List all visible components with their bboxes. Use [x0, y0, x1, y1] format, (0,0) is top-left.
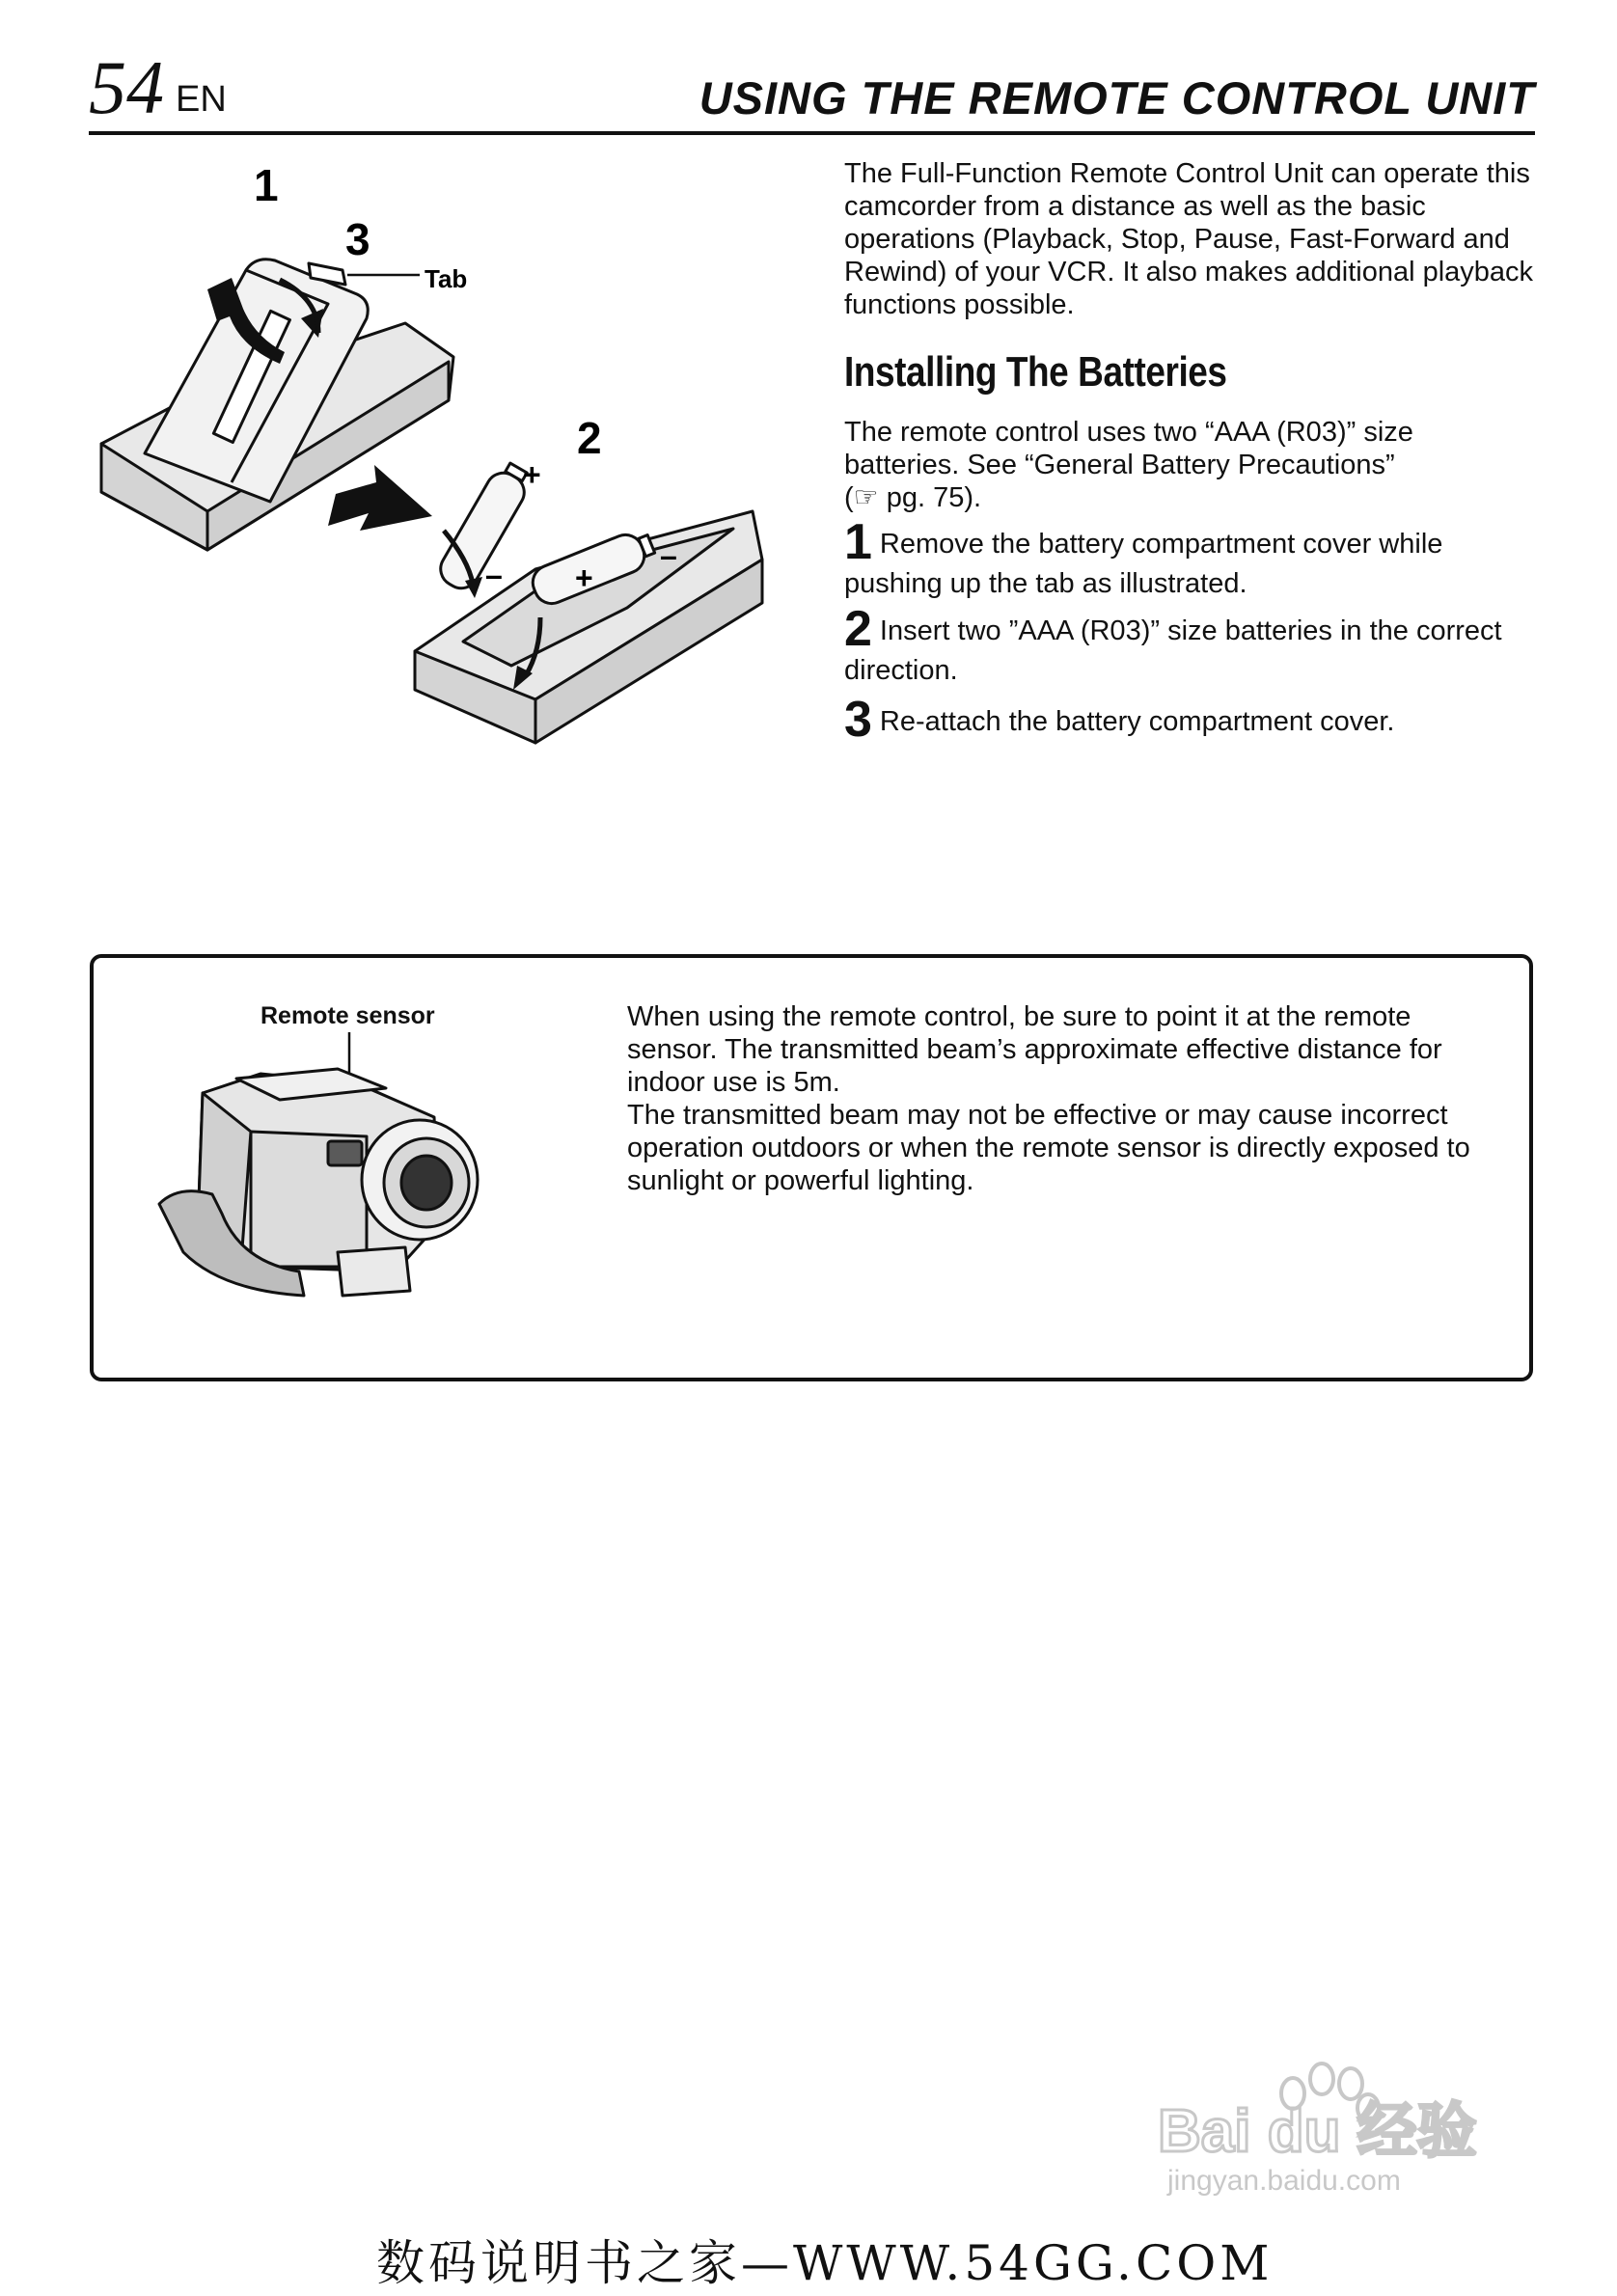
tab-label: Tab	[425, 264, 468, 293]
header-rule	[89, 131, 1535, 135]
batteries-intro-text: The remote control uses two “AAA (R03)” size batteries. See “General Battery Precautions”	[844, 417, 1413, 480]
baidu-jingyan-watermark	[1148, 2055, 1534, 2200]
step-number: 3	[844, 692, 872, 748]
step-number: 2	[844, 601, 872, 657]
page-reference: pg. 75).	[886, 482, 982, 513]
remote-sensor-label: Remote sensor	[260, 1002, 435, 1029]
battery-minus-2: –	[660, 538, 677, 573]
remote-sensor-text	[627, 1000, 1495, 1197]
callout-1: 1	[254, 164, 279, 210]
step-1	[844, 514, 1520, 600]
step-text: Remove the battery compartment cover while pushing up the tab as illustrated.	[844, 529, 1443, 599]
sensor-paragraph-2: The transmitted beam may not be effective or may cause incorrect operation outdoors or when the remote sensor is directly exposed to sunlight or powerful lighting.	[627, 1100, 1470, 1196]
step-text: Insert two ”AAA (R03)” size batteries in the correct direction.	[844, 615, 1502, 686]
callout-3: 3	[345, 214, 370, 264]
battery-minus-1: –	[485, 558, 503, 592]
step-3	[844, 692, 1520, 748]
battery-plus-2: +	[575, 560, 593, 595]
page-language: EN	[176, 79, 227, 120]
sensor-paragraph-1: When using the remote control, be sure to point it at the remote sensor. The transmitted beam’s approximate effective distance for indoor use is 5m.	[627, 1001, 1442, 1098]
step-2	[844, 601, 1520, 687]
battery-installation-illustration	[87, 164, 791, 781]
baidu-logo-url: jingyan.baidu.com	[1167, 2165, 1401, 2197]
section-heading: Installing The Batteries	[844, 348, 1227, 396]
intro-paragraph: The Full-Function Remote Control Unit can operate this camcorder from a distance as well as the basic operations (Playback, Stop, Pause, Fast-Forward and Rewind) of your VCR. It also makes additional playback functions possible.	[844, 158, 1534, 320]
step-text: Re-attach the battery compartment cover.	[879, 706, 1395, 737]
baidu-logo-text: Bai du 经验	[1158, 2098, 1477, 2165]
batteries-intro: The remote control uses two “AAA (R03)” size batteries. See “General Battery Precautions” (☞ pg. 75).	[844, 417, 1413, 513]
footer-watermark: 数码说明书之家—WWW.54GG.COM	[376, 2235, 1274, 2291]
page-title: USING THE REMOTE CONTROL UNIT	[699, 72, 1535, 123]
page-number: 54	[89, 45, 164, 129]
battery-plus-1: +	[523, 457, 541, 492]
callout-2: 2	[577, 413, 602, 463]
page-reference-icon: ☞	[853, 482, 879, 513]
step-number: 1	[844, 514, 872, 570]
camcorder-illustration	[145, 1011, 492, 1339]
